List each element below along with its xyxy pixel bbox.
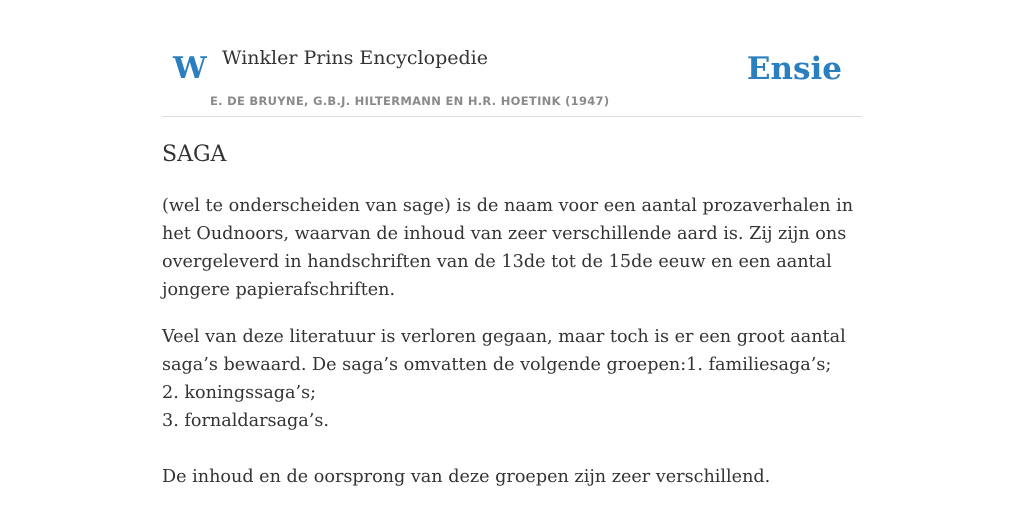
article-paragraph-1: (wel te onderscheiden van sage) is de naam voor een aantal prozaverhalen in het Oudnoors, waarvan de inhoud van zeer verschillende aard is. Zij zijn ons overgeleverd in handschriften van de 13de tot de 15de eeuw en een aantal jongere papierafschriften.	[162, 196, 854, 300]
article-paragraph-3: De inhoud en de oorsprong van deze groepen zijn zeer verschillend.	[162, 467, 771, 487]
list-item-koningssagas: 2. koningssaga’s;	[162, 383, 317, 403]
ensie-logo-link[interactable]: Ensie	[746, 51, 842, 87]
winkler-prins-logo[interactable]: W	[173, 51, 207, 86]
article-title: SAGA	[162, 142, 227, 167]
list-item-fornaldarsagas: 3. fornaldarsaga’s.	[162, 411, 329, 431]
header	[162, 0, 862, 117]
authors-line: E. DE BRUYNE, G.B.J. HILTERMANN EN H.R. HOETINK (1947)	[210, 94, 610, 108]
book-title[interactable]: Winkler Prins Encyclopedie	[222, 47, 488, 69]
article-card	[162, 0, 862, 512]
article-paragraph-2	[162, 323, 862, 435]
paragraph-line: Veel van deze literatuur is verloren gegaan, maar toch is er een groot aantal saga’s bewaard. De saga’s omvatten de volgende groepen:1. familiesaga’s;	[162, 327, 846, 375]
